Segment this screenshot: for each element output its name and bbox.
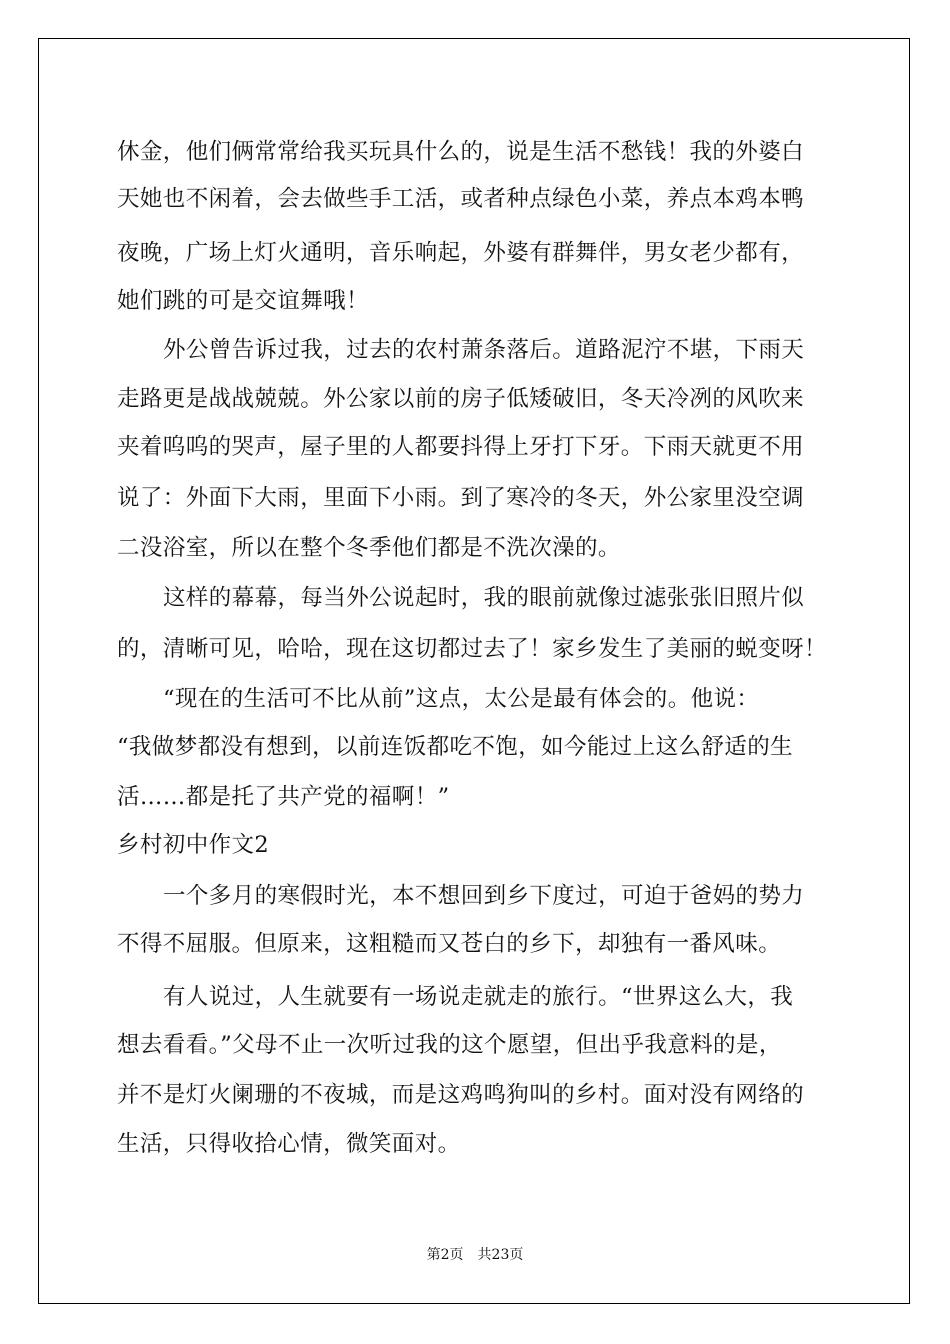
text-line: 二没浴室，所以在整个冬季他们都是不洗次澡的。 [117, 535, 621, 561]
page-border [38, 38, 910, 1304]
text-line: 生活，只得收拾心情，微笑面对。 [117, 1131, 461, 1157]
text-line: 走路更是战战兢兢。外公家以前的房子低矮破旧，冬天冷冽的风吹来 [117, 386, 805, 412]
text-line: 天她也不闲着，会去做些手工活，或者种点绿色小菜，养点本鸡本鸭 [117, 186, 805, 212]
text-line: 休金，他们俩常常给我买玩具什么的，说是生活不愁钱！我的外婆白 [117, 139, 805, 165]
paragraph-start-line: 一个多月的寒假时光，本不想回到乡下度过，可迫于爸妈的势力 [163, 883, 805, 909]
text-line: 夹着呜呜的哭声，屋子里的人都要抖得上牙打下牙。下雨天就更不用 [117, 434, 805, 460]
text-line: 活……都是托了共产党的福啊！” [117, 784, 450, 810]
text-line: 她们跳的可是交谊舞哦！ [117, 288, 369, 314]
text-line: 说了：外面下大雨，里面下小雨。到了寒冷的冬天，外公家里没空调 [117, 485, 805, 511]
page-number: 第2页 共23页 [426, 1247, 524, 1263]
text-line: “我做梦都没有想到，以前连饭都吃不饱，如今能过上这么舒适的生 [117, 734, 794, 760]
text-line: 的，清晰可见，哈哈，现在这切都过去了！家乡发生了美丽的蜕变呀！ [117, 636, 827, 662]
section-heading: 乡村初中作文2 [117, 832, 270, 858]
paragraph-start-line: 这样的幕幕，每当外公说起时，我的眼前就像过滤张张旧照片似 [163, 585, 805, 611]
paragraph-start-line: “现在的生活可不比从前”这点，太公是最有体会的。他说： [163, 686, 760, 712]
text-line: 不得不屈服。但原来，这粗糙而又苍白的乡下，却独有一番风味。 [117, 931, 782, 957]
text-line: 想去看看。”父母不止一次听过我的这个愿望，但出乎我意料的是， [117, 1032, 782, 1058]
paragraph-start-line: 有人说过，人生就要有一场说走就走的旅行。“世界这么大，我 [163, 984, 794, 1010]
text-line: 并不是灯火阑珊的不夜城，而是这鸡鸣狗叫的乡村。面对没有网络的 [117, 1082, 805, 1108]
paragraph-start-line: 外公曾告诉过我，过去的农村萧条落后。道路泥泞不堪，下雨天 [163, 337, 805, 363]
text-line: 夜晚，广场上灯火通明，音乐响起，外婆有群舞伴，男女老少都有， [117, 240, 805, 266]
